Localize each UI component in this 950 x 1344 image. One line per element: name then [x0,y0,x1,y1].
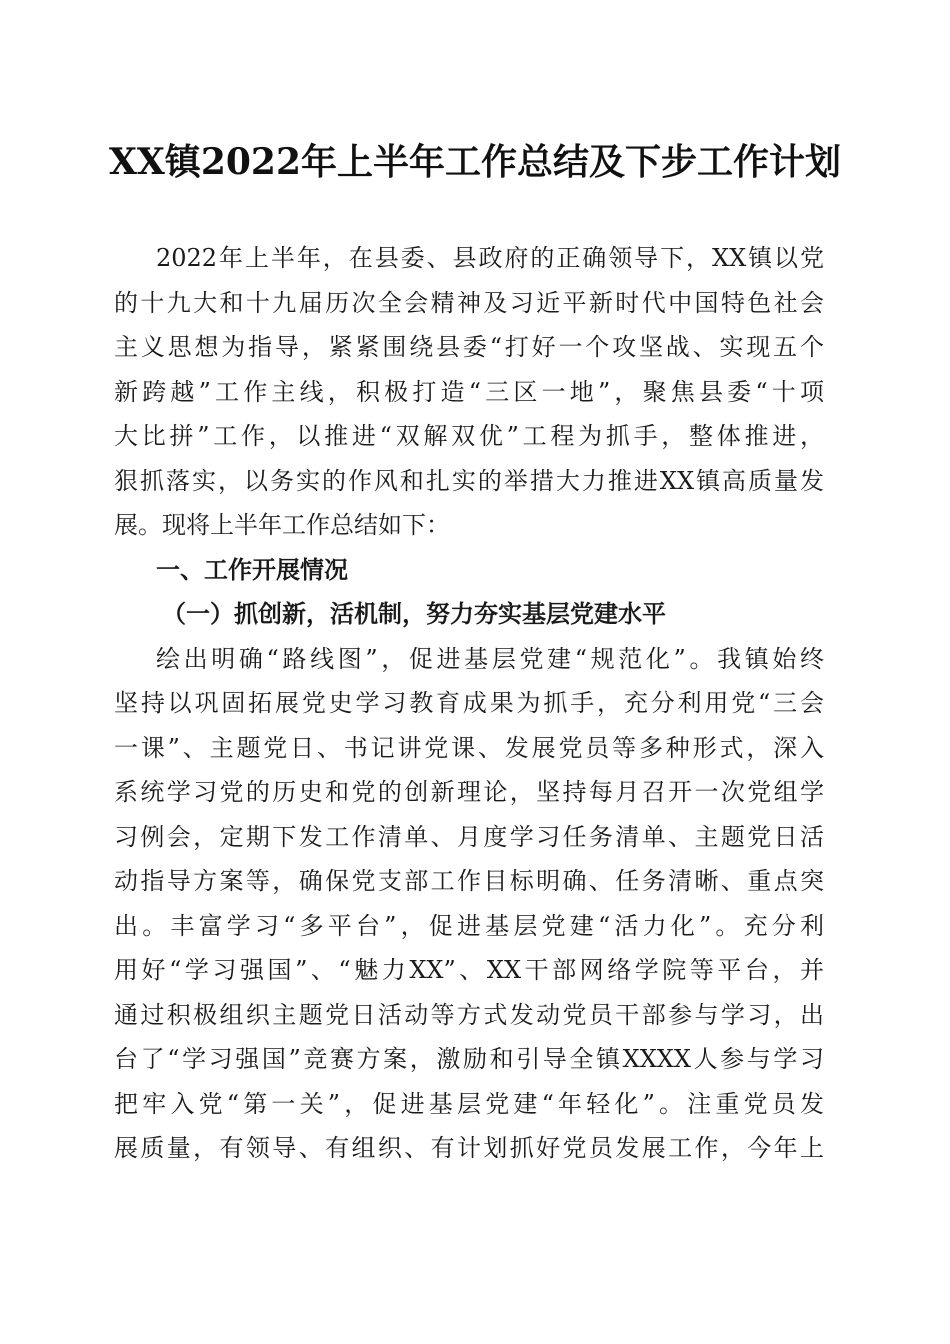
document-title: XX镇2022年上半年工作总结及下步工作计划 [108,141,842,183]
body-paragraph-line: 把牢入党“第一关”，促进基层党建“年轻化”。注重党员发 [114,1089,824,1118]
intro-paragraph-line: 主义思想为指导，紧紧围绕县委“打好一个攻坚战、实现五个 [114,333,824,361]
body-paragraph-line: 用好“学习强国”、“魅力XX”、XX干部网络学院等平台，并 [114,956,824,984]
intro-paragraph-line: 大比拼”工作，以推进“双解双优”工程为抓手，整体推进， [114,422,824,450]
body-paragraph-line: 展质量，有领导、有组织、有计划抓好党员发展工作，今年上 [114,1134,824,1162]
intro-paragraph-line: 展。现将上半年工作总结如下： [114,511,450,539]
body-paragraph-line: 绘出明确“路线图”，促进基层党建“规范化”。我镇始终 [156,644,824,673]
body-paragraph-line: 台了“学习强国”竞赛方案，激励和引导全镇XXXX人参与学习 [114,1045,824,1073]
body-paragraph-line: 系统学习党的历史和党的创新理论，坚持每月召开一次党组学 [114,778,824,806]
intro-paragraph-line: 新跨越”工作主线，积极打造“三区一地”，聚焦县委“十项 [114,377,824,406]
section-heading: 一、工作开展情况 [156,555,348,584]
intro-paragraph-line: 的十九大和十九届历次全会精神及习近平新时代中国特色社会 [114,288,824,317]
document-body [114,236,824,1171]
intro-paragraph-line: 狠抓落实，以务实的作风和扎实的举措大力推进XX镇高质量发 [114,466,824,495]
body-paragraph-line: 一课”、主题党日、书记讲党课、发展党员等多种形式，深入 [114,733,824,762]
body-paragraph-line: 动指导方案等，确保党支部工作目标明确、任务清晰、重点突 [114,867,824,895]
body-paragraph-line: 习例会，定期下发工作清单、月度学习任务清单、主题党日活 [114,822,824,851]
intro-paragraph-line: 2022年上半年，在县委、县政府的正确领导下，XX镇以党 [156,244,824,272]
body-paragraph-line: 通过积极组织主题党日活动等方式发动党员干部参与学习，出 [114,1000,824,1029]
body-paragraph-line: 坚持以巩固拓展党史学习教育成果为抓手，充分利用党“三会 [114,689,824,717]
subsection-heading: （一）抓创新，活机制，努力夯实基层党建水平 [162,599,666,628]
body-paragraph-line: 出。丰富学习“多平台”，促进基层党建“活力化”。充分利 [114,911,824,940]
